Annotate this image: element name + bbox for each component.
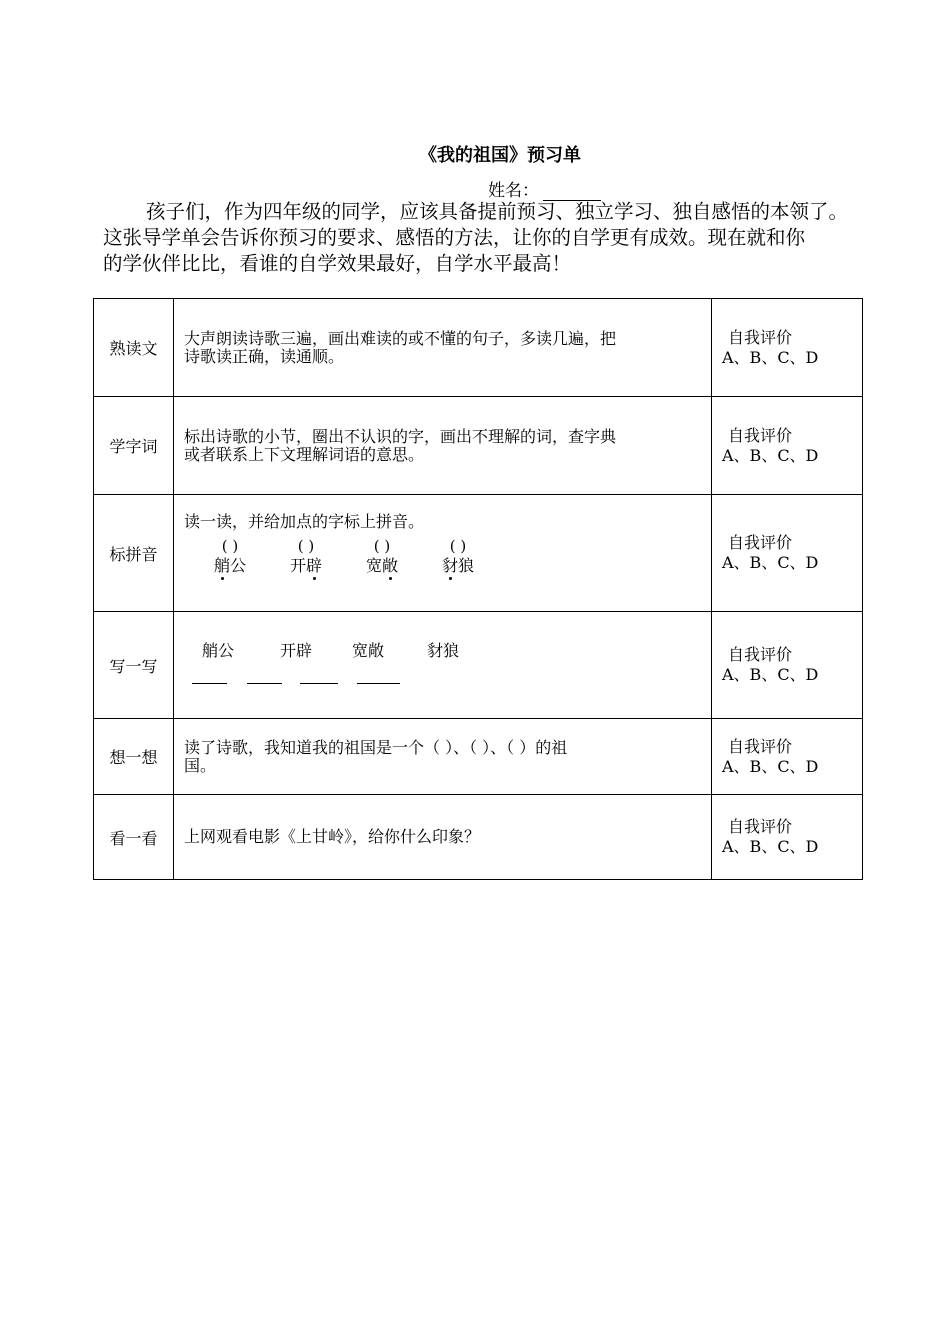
dotted-char: 辟 (306, 556, 323, 575)
task-line: 读了诗歌，我知道我的祖国是一个（ ）、（ ）、（ ）的祖 (184, 737, 568, 757)
page-title: 《我的祖国》预习单 (419, 145, 581, 166)
task-cell (174, 719, 712, 795)
pinyin-blank[interactable]: ( ) (221, 537, 239, 555)
task-cell (174, 299, 712, 397)
self-eval-cell (712, 299, 863, 397)
row-label: 想一想 (94, 719, 174, 795)
task-cell (174, 397, 712, 495)
table-row (94, 299, 863, 397)
self-eval-cell (712, 495, 863, 612)
table-row (94, 612, 863, 719)
preview-table (93, 298, 863, 880)
row-label: 看一看 (94, 795, 174, 880)
intro-line: 孩子们，作为四年级的同学，应该具备提前预习、独立学习、独自感悟的本领了。 (146, 200, 849, 223)
self-eval-grades: A、B、C、D (722, 445, 819, 465)
table-row (94, 795, 863, 880)
self-eval-title: 自我评价 (728, 736, 793, 756)
table-row (94, 719, 863, 795)
task-line: 标出诗歌的小节，圈出不认识的字，画出不理解的词，查字典 (184, 426, 617, 446)
pinyin-word: 开辟 (289, 556, 323, 575)
self-eval-title: 自我评价 (728, 645, 793, 664)
row-label: 学字词 (94, 397, 174, 495)
pinyin-word: 豺狼 (441, 556, 475, 575)
intro-line: 这张导学单会告诉你预习的要求、感悟的方法，让你的自学更有成效。现在就和你 (103, 226, 806, 249)
task-line: 大声朗读诗歌三遍，画出难读的或不懂的句子，多读几遍，把 (184, 328, 617, 348)
pinyin-word: 艄公 (213, 556, 247, 575)
word: 艄公 (202, 641, 235, 660)
word: 开辟 (280, 641, 313, 660)
self-eval-title: 自我评价 (728, 425, 793, 445)
write-blank[interactable] (247, 682, 282, 684)
self-eval-grades: A、B、C、D (722, 837, 819, 856)
write-blank[interactable] (357, 682, 400, 684)
dotted-char: 敞 (382, 556, 399, 575)
self-eval-title: 自我评价 (728, 327, 793, 347)
row-label: 熟读文 (94, 299, 174, 397)
self-eval-grades: A、B、C、D (722, 553, 819, 572)
table-row (94, 495, 863, 612)
pinyin-blank[interactable]: ( ) (297, 537, 315, 555)
pinyin-item (344, 537, 420, 575)
task-line: 上网观看电影《上甘岭》，给你什么印象？ (184, 827, 481, 846)
task-cell (174, 612, 712, 719)
task-cell (174, 495, 712, 612)
task-line: 或者联系上下文理解词语的意思。 (184, 444, 425, 464)
row-label: 写一写 (94, 612, 174, 719)
write-blanks (192, 682, 703, 684)
write-blank[interactable] (300, 682, 338, 684)
self-eval-title: 自我评价 (728, 817, 793, 836)
self-eval-title: 自我评价 (728, 533, 793, 552)
word: 豺狼 (427, 641, 460, 660)
self-eval-grades: A、B、C、D (722, 347, 819, 367)
pinyin-row (192, 537, 703, 575)
word: 宽敞 (352, 641, 385, 660)
word-list (202, 642, 703, 660)
pinyin-blank[interactable]: ( ) (373, 537, 391, 555)
dotted-char: 艄 (213, 556, 230, 575)
self-eval-cell (712, 719, 863, 795)
name-label: 姓名： (488, 181, 539, 201)
task-line: 诗歌读正确，读通顺。 (184, 346, 345, 366)
pinyin-item (192, 537, 268, 575)
pinyin-blank[interactable]: ( ) (449, 537, 467, 555)
self-eval-cell (712, 612, 863, 719)
write-blank[interactable] (192, 682, 227, 684)
pinyin-item (268, 537, 344, 575)
self-eval-grades: A、B、C、D (722, 665, 819, 684)
pinyin-item (420, 537, 496, 575)
table-row (94, 397, 863, 495)
name-field (488, 176, 601, 201)
row-label: 标拼音 (94, 495, 174, 612)
pinyin-word: 宽敞 (365, 556, 399, 575)
dotted-char: 豺 (441, 556, 458, 575)
self-eval-grades: A、B、C、D (722, 756, 819, 776)
intro-paragraph (103, 199, 923, 277)
task-line: 读一读，并给加点的字标上拼音。 (184, 512, 425, 531)
task-cell (174, 795, 712, 880)
self-eval-cell (712, 397, 863, 495)
intro-line: 的学伙伴比比，看谁的自学效果最好，自学水平最高！ (103, 252, 572, 275)
self-eval-cell (712, 795, 863, 880)
task-line: 国。 (184, 755, 217, 775)
